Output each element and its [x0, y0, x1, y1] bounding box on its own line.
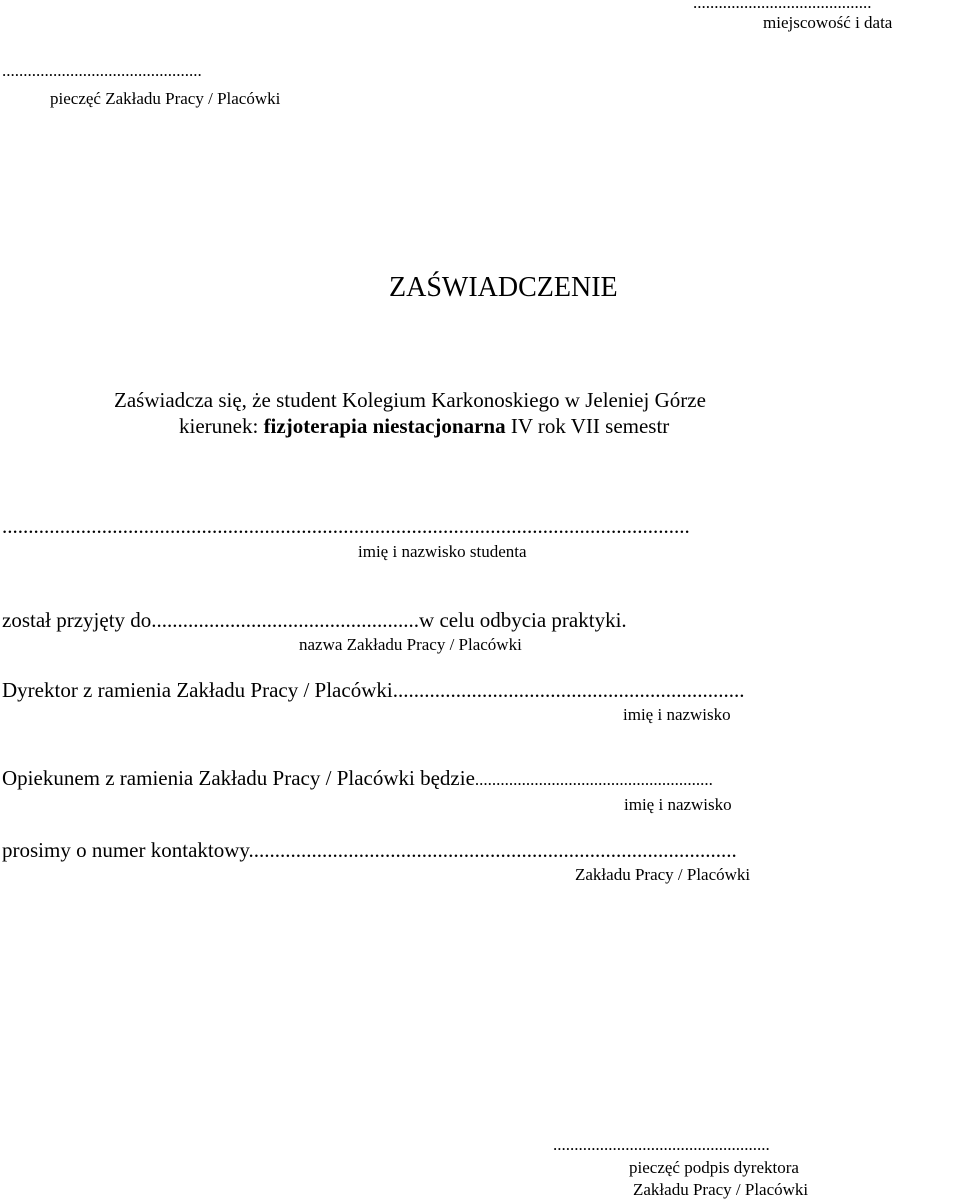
document-title: ZAŚWIADCZENIE [389, 272, 618, 303]
student-name-label: imię i nazwisko studenta [358, 542, 527, 561]
contact-line [2, 840, 737, 861]
contact-text: prosimy o numer kontaktowy [2, 838, 249, 862]
intro-line-1: Zaświadcza się, że student Kolegium Karkonoskiego w Jeleniej Górze [114, 388, 706, 412]
field-of-study: fizjoterapia niestacjonarna [263, 414, 506, 438]
director-name-label: imię i nazwisko [623, 705, 731, 724]
accepted-prefix: został przyjęty do [2, 608, 152, 632]
contact-label: Zakładu Pracy / Placówki [575, 865, 751, 884]
year-semester: IV rok VII semestr [505, 414, 670, 438]
stamp-dots: ............................................... [2, 61, 202, 80]
workplace-name-label: nazwa Zakładu Pracy / Placówki [299, 635, 522, 654]
student-name-dots: ................................................................................................................................... [2, 514, 690, 538]
accepted-suffix: w celu odbycia praktyki. [419, 608, 627, 632]
stamp-label: pieczęć Zakładu Pracy / Placówki [50, 89, 281, 108]
accepted-line [2, 610, 627, 631]
supervisor-text: Opiekunem z ramienia Zakładu Pracy / Placówki będzie [2, 766, 475, 790]
director-text: Dyrektor z ramienia Zakładu Pracy / Placówki [2, 678, 393, 702]
signature-label-line-2: Zakładu Pracy / Placówki [633, 1180, 809, 1199]
director-line [2, 680, 744, 701]
date-label: miejscowość i data [763, 13, 893, 32]
supervisor-name-dots: ........................................................ [474, 770, 713, 789]
intro-line-2 [179, 416, 669, 437]
director-name-dots: ................................................................... [392, 678, 745, 702]
supervisor-line [2, 768, 713, 789]
date-dots: .......................................... [693, 0, 872, 12]
field-of-study-label: kierunek: [179, 414, 264, 438]
signature-label-line-1: pieczęć podpis dyrektora [629, 1158, 799, 1177]
contact-number-dots: ............................................................................................. [248, 838, 737, 862]
workplace-name-dots: ................................................... [151, 608, 420, 632]
signature-dots: ................................................... [553, 1135, 770, 1154]
supervisor-name-label: imię i nazwisko [624, 795, 732, 814]
